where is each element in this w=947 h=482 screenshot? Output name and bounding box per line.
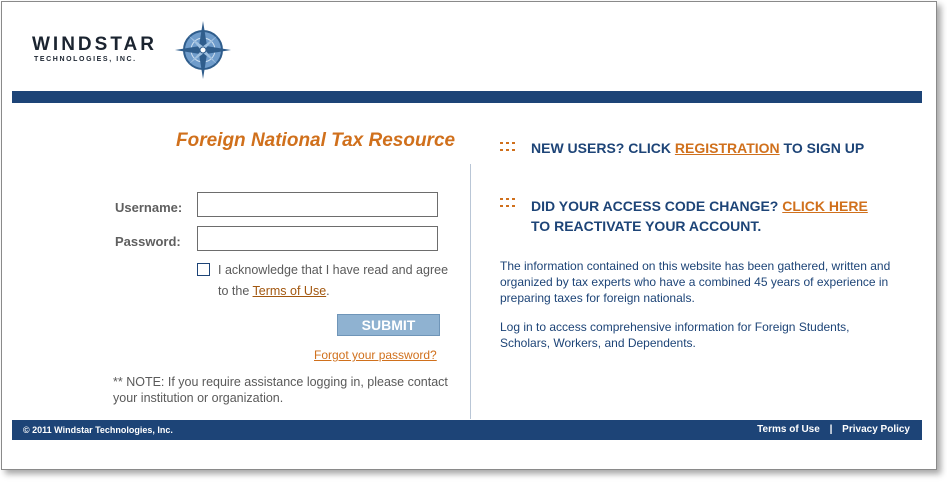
acknowledge-text [218,260,450,302]
username-label: Username: [115,200,183,215]
column-divider [470,164,471,419]
footer-links [757,424,910,435]
access-code-prefix: DID YOUR ACCESS CODE CHANGE? [531,198,779,214]
footer-separator: | [829,424,833,435]
new-users-prompt [531,138,864,158]
forgot-password-link[interactable]: Forgot your password? [314,348,437,362]
header-bar [12,91,922,103]
footer-bar [12,420,922,440]
dotted-bullet-icon [500,198,517,208]
login-info-paragraph: Log in to access comprehensive information for Foreign Students, Scholars, Workers, and Dependents. [500,320,850,350]
login-assistance-note: ** NOTE: If you require assistance logging in, please contact your institution or organization. [113,375,448,405]
logo[interactable] [32,35,157,63]
new-users-prefix: NEW USERS? CLICK [531,140,671,156]
username-input[interactable] [197,192,438,217]
access-code-prompt [531,196,881,236]
info-paragraph: The information contained on this website has been gathered, written and organized by tax experts who have a combined 45 years of experience in preparing taxes for foreign nationals. [500,259,891,305]
acknowledge-suffix: . [326,284,330,298]
logo-tagline: TECHNOLOGIES, INC. [34,56,137,63]
compass-logo-icon [174,20,232,80]
footer-terms-link[interactable]: Terms of Use [757,424,820,435]
logo-name: WINDSTAR [32,34,157,55]
click-here-link[interactable]: CLICK HERE [782,198,868,214]
acknowledge-label: I acknowledge that I have read and agree to the [218,263,449,298]
access-code-suffix: TO REACTIVATE YOUR ACCOUNT. [531,218,762,234]
submit-button[interactable]: SUBMIT [337,314,440,336]
page-title: Foreign National Tax Resource [176,130,456,151]
password-input[interactable] [197,226,438,251]
copyright-text: © 2011 Windstar Technologies, Inc. [23,425,173,435]
terms-of-use-link[interactable]: Terms of Use [252,284,327,298]
dotted-bullet-icon [500,142,517,152]
page-frame [1,1,937,470]
footer-privacy-link[interactable]: Privacy Policy [842,424,910,435]
acknowledge-checkbox[interactable] [197,263,210,276]
new-users-suffix: TO SIGN UP [783,140,865,156]
registration-link[interactable]: REGISTRATION [674,140,780,156]
password-label: Password: [115,234,181,249]
